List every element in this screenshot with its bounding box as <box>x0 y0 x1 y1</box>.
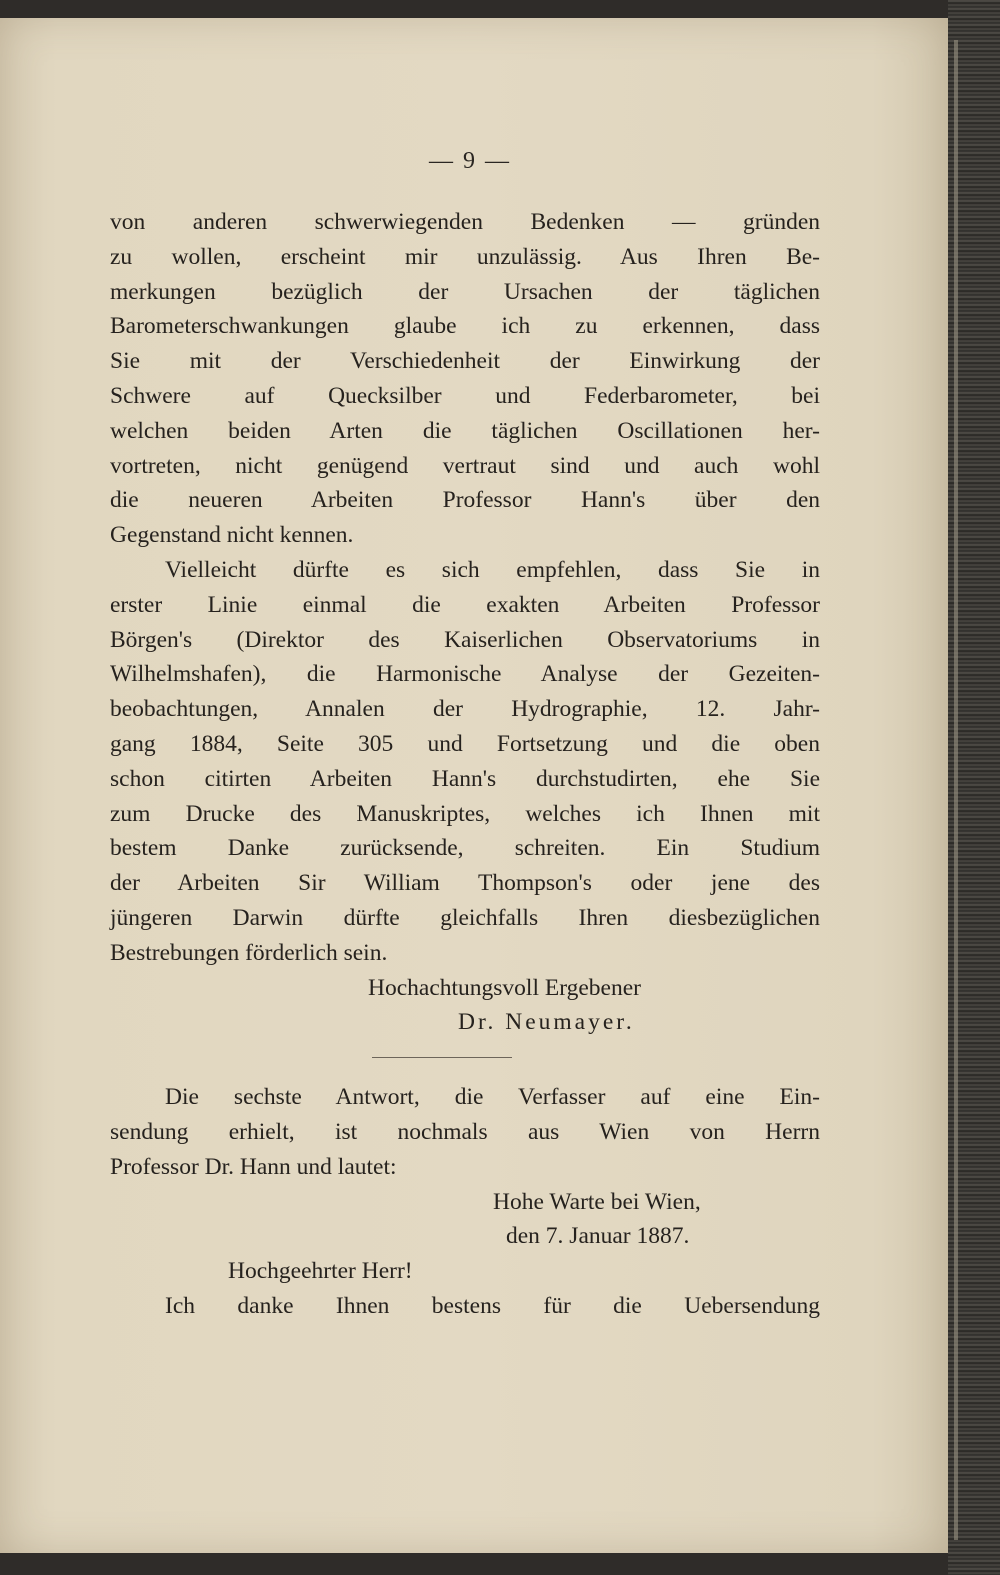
divider-rule <box>372 1057 512 1058</box>
text-line: zum Drucke des Manuskriptes, welches ich Ihnen mit <box>110 800 820 827</box>
page-body-text <box>110 205 820 1324</box>
letter-place: Hohe Warte bei Wien, <box>493 1188 701 1215</box>
text-line: zu wollen, erscheint mir unzulässig. Aus Ihren Be- <box>110 243 820 270</box>
text-line: erster Linie einmal die exakten Arbeiten Professor <box>110 591 820 618</box>
text-line: vortreten, nicht genügend vertraut sind und auch wohl <box>110 452 820 479</box>
text-line: Schwere auf Quecksilber und Federbarometer, bei <box>110 382 820 409</box>
letter-signature: Dr. Neumayer. <box>458 1009 635 1036</box>
letter-closing: Hochachtungsvoll Ergebener <box>368 974 641 1001</box>
text-line: bestem Danke zurücksende, schreiten. Ein Studium <box>110 835 820 862</box>
text-line: sendung erhielt, ist nochmals aus Wien von Herrn <box>110 1118 820 1145</box>
text-line: Börgen's (Direktor des Kaiserlichen Observatoriums in <box>110 626 820 653</box>
text-line: merkungen bezüglich der Ursachen der täglichen <box>110 278 820 305</box>
paragraph-2 <box>110 553 820 971</box>
text-line: Barometerschwankungen glaube ich zu erkennen, dass <box>110 313 820 340</box>
page-number: — 9 — <box>429 148 511 174</box>
text-line: Bestrebungen förderlich sein. <box>110 939 388 966</box>
text-line: jüngeren Darwin dürfte gleichfalls Ihren diesbezüglichen <box>110 904 820 931</box>
text-line: beobachtungen, Annalen der Hydrographie, 12. Jahr- <box>110 696 820 723</box>
text-line: gang 1884, Seite 305 und Fortsetzung und die oben <box>110 730 820 757</box>
section-divider <box>110 1040 820 1080</box>
paragraph-1 <box>110 205 820 553</box>
paragraph-3 <box>110 1080 820 1184</box>
text-line: der Arbeiten Sir William Thompson's oder jene des <box>110 870 820 897</box>
text-line: die neueren Arbeiten Professor Hann's über den <box>110 487 820 514</box>
text-line: Sie mit der Verschiedenheit der Einwirkung der <box>110 348 820 375</box>
text-line: Vielleicht dürfte es sich empfehlen, dass Sie in <box>165 556 820 583</box>
text-line: welchen beiden Arten die täglichen Oscillationen her- <box>110 417 820 444</box>
text-line: Ich danke Ihnen bestens für die Uebersendung <box>165 1292 820 1319</box>
text-line: schon citirten Arbeiten Hann's durchstudirten, ehe Sie <box>110 765 820 792</box>
text-line: Die sechste Antwort, die Verfasser auf eine Ein- <box>165 1084 820 1111</box>
book-binding-edge <box>948 0 1000 1575</box>
text-line: Professor Dr. Hann und lautet: <box>110 1153 397 1180</box>
text-line: Wilhelmshafen), die Harmonische Analyse der Gezeiten- <box>110 661 820 688</box>
text-line: Gegenstand nicht kennen. <box>110 522 354 549</box>
letter-salutation: Hochgeehrter Herr! <box>228 1258 413 1285</box>
text-line: von anderen schwerwiegenden Bedenken — gründen <box>110 209 820 235</box>
letter-date: den 7. Januar 1887. <box>506 1223 690 1250</box>
